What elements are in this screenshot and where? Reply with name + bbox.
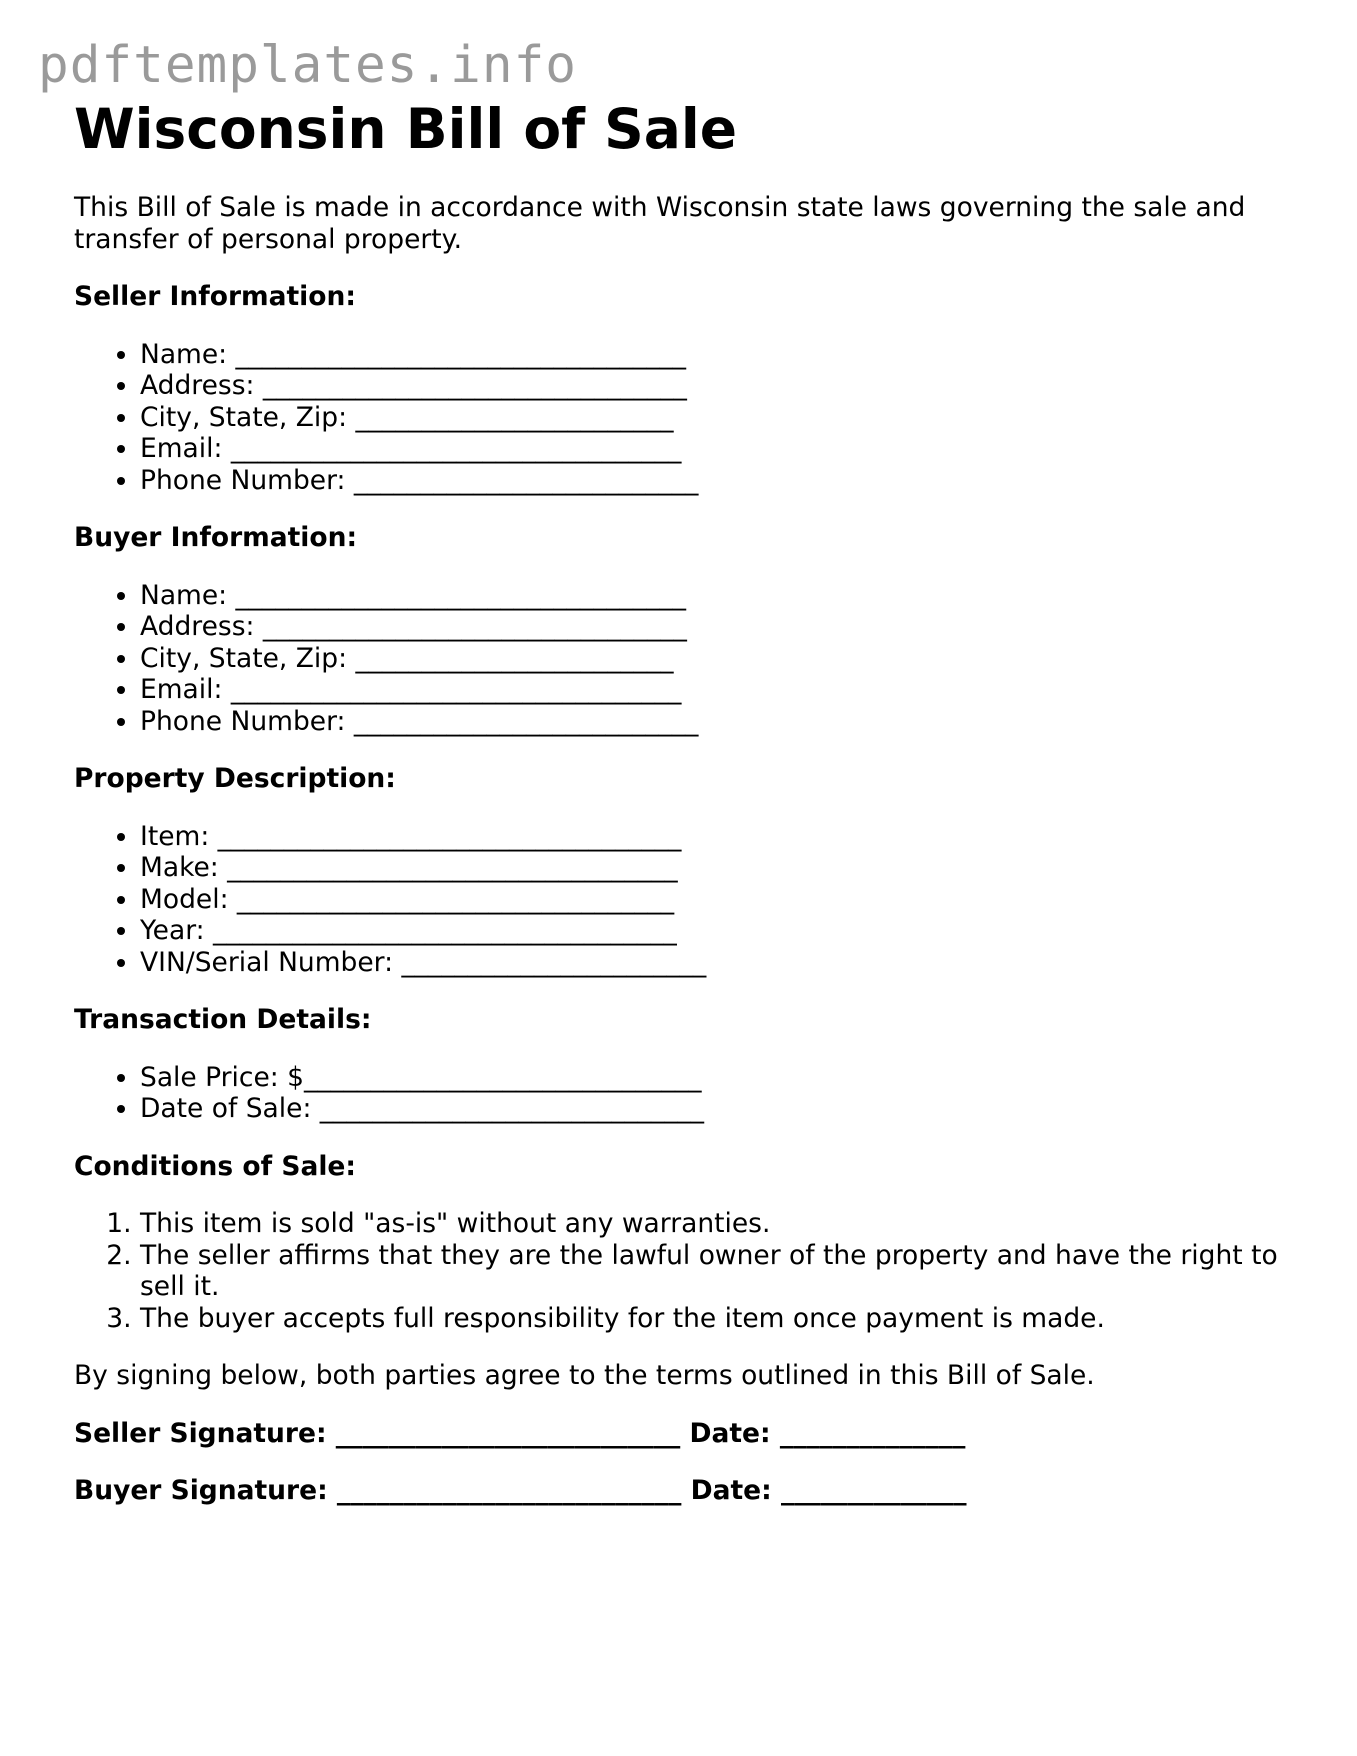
seller-heading: Seller Information: xyxy=(74,281,356,312)
condition-item: 2. The seller affirms that they are the lawful owner of the property and have the right to sell it. xyxy=(140,1240,1294,1303)
buyer-email-field: • Email: __________________________________ xyxy=(140,674,1294,706)
seller-city-state-zip-field: • City, State, Zip: ________________________ xyxy=(140,402,1294,434)
conditions-list xyxy=(74,1208,1294,1334)
date-of-sale-field: • Date of Sale: _____________________________ xyxy=(140,1093,1294,1125)
condition-item: 3. The buyer accepts full responsibility for the item once payment is made. xyxy=(140,1303,1294,1335)
intro-paragraph: This Bill of Sale is made in accordance with Wisconsin state laws governing the sale and transfer of personal property. xyxy=(74,192,1246,255)
seller-signature-line: Seller Signature: __________________________ Date: ______________ xyxy=(74,1417,966,1449)
seller-email-field: • Email: __________________________________ xyxy=(140,433,1294,465)
seller-field-list xyxy=(74,339,1294,497)
buyer-address-field: • Address: ________________________________ xyxy=(140,611,1294,643)
buyer-city-state-zip-field: • City, State, Zip: ________________________ xyxy=(140,643,1294,675)
property-make-field: • Make: __________________________________ xyxy=(140,852,1294,884)
conditions-heading: Conditions of Sale: xyxy=(74,1150,356,1182)
property-model-field: • Model: _________________________________ xyxy=(140,884,1294,916)
seller-name-field: • Name: __________________________________ xyxy=(140,339,1294,371)
buyer-heading: Buyer Information: xyxy=(74,522,358,553)
closing-statement: By signing below, both parties agree to the terms outlined in this Bill of Sale. xyxy=(74,1360,1095,1391)
buyer-name-field: • Name: __________________________________ xyxy=(140,580,1294,612)
property-vin-field: • VIN/Serial Number: _______________________ xyxy=(140,947,1294,979)
property-field-list xyxy=(74,821,1294,979)
property-year-field: • Year: ___________________________________ xyxy=(140,915,1294,947)
document-page xyxy=(74,96,1294,1507)
seller-phone-field: • Phone Number: __________________________ xyxy=(140,465,1294,497)
property-heading: Property Description: xyxy=(74,763,396,794)
condition-item: 1. This item is sold "as-is" without any warranties. xyxy=(140,1208,1294,1240)
document-title: Wisconsin Bill of Sale xyxy=(74,97,738,161)
seller-address-field: • Address: ________________________________ xyxy=(140,370,1294,402)
buyer-phone-field: • Phone Number: __________________________ xyxy=(140,706,1294,738)
transaction-field-list xyxy=(74,1062,1294,1125)
property-item-field: • Item: ___________________________________ xyxy=(140,821,1294,853)
buyer-field-list xyxy=(74,580,1294,738)
sale-price-field: • Sale Price: $______________________________ xyxy=(140,1062,1294,1094)
buyer-signature-line: Buyer Signature: __________________________ Date: ______________ xyxy=(74,1475,967,1506)
transaction-heading: Transaction Details: xyxy=(74,1004,372,1035)
watermark: pdftemplates.info xyxy=(38,36,577,95)
